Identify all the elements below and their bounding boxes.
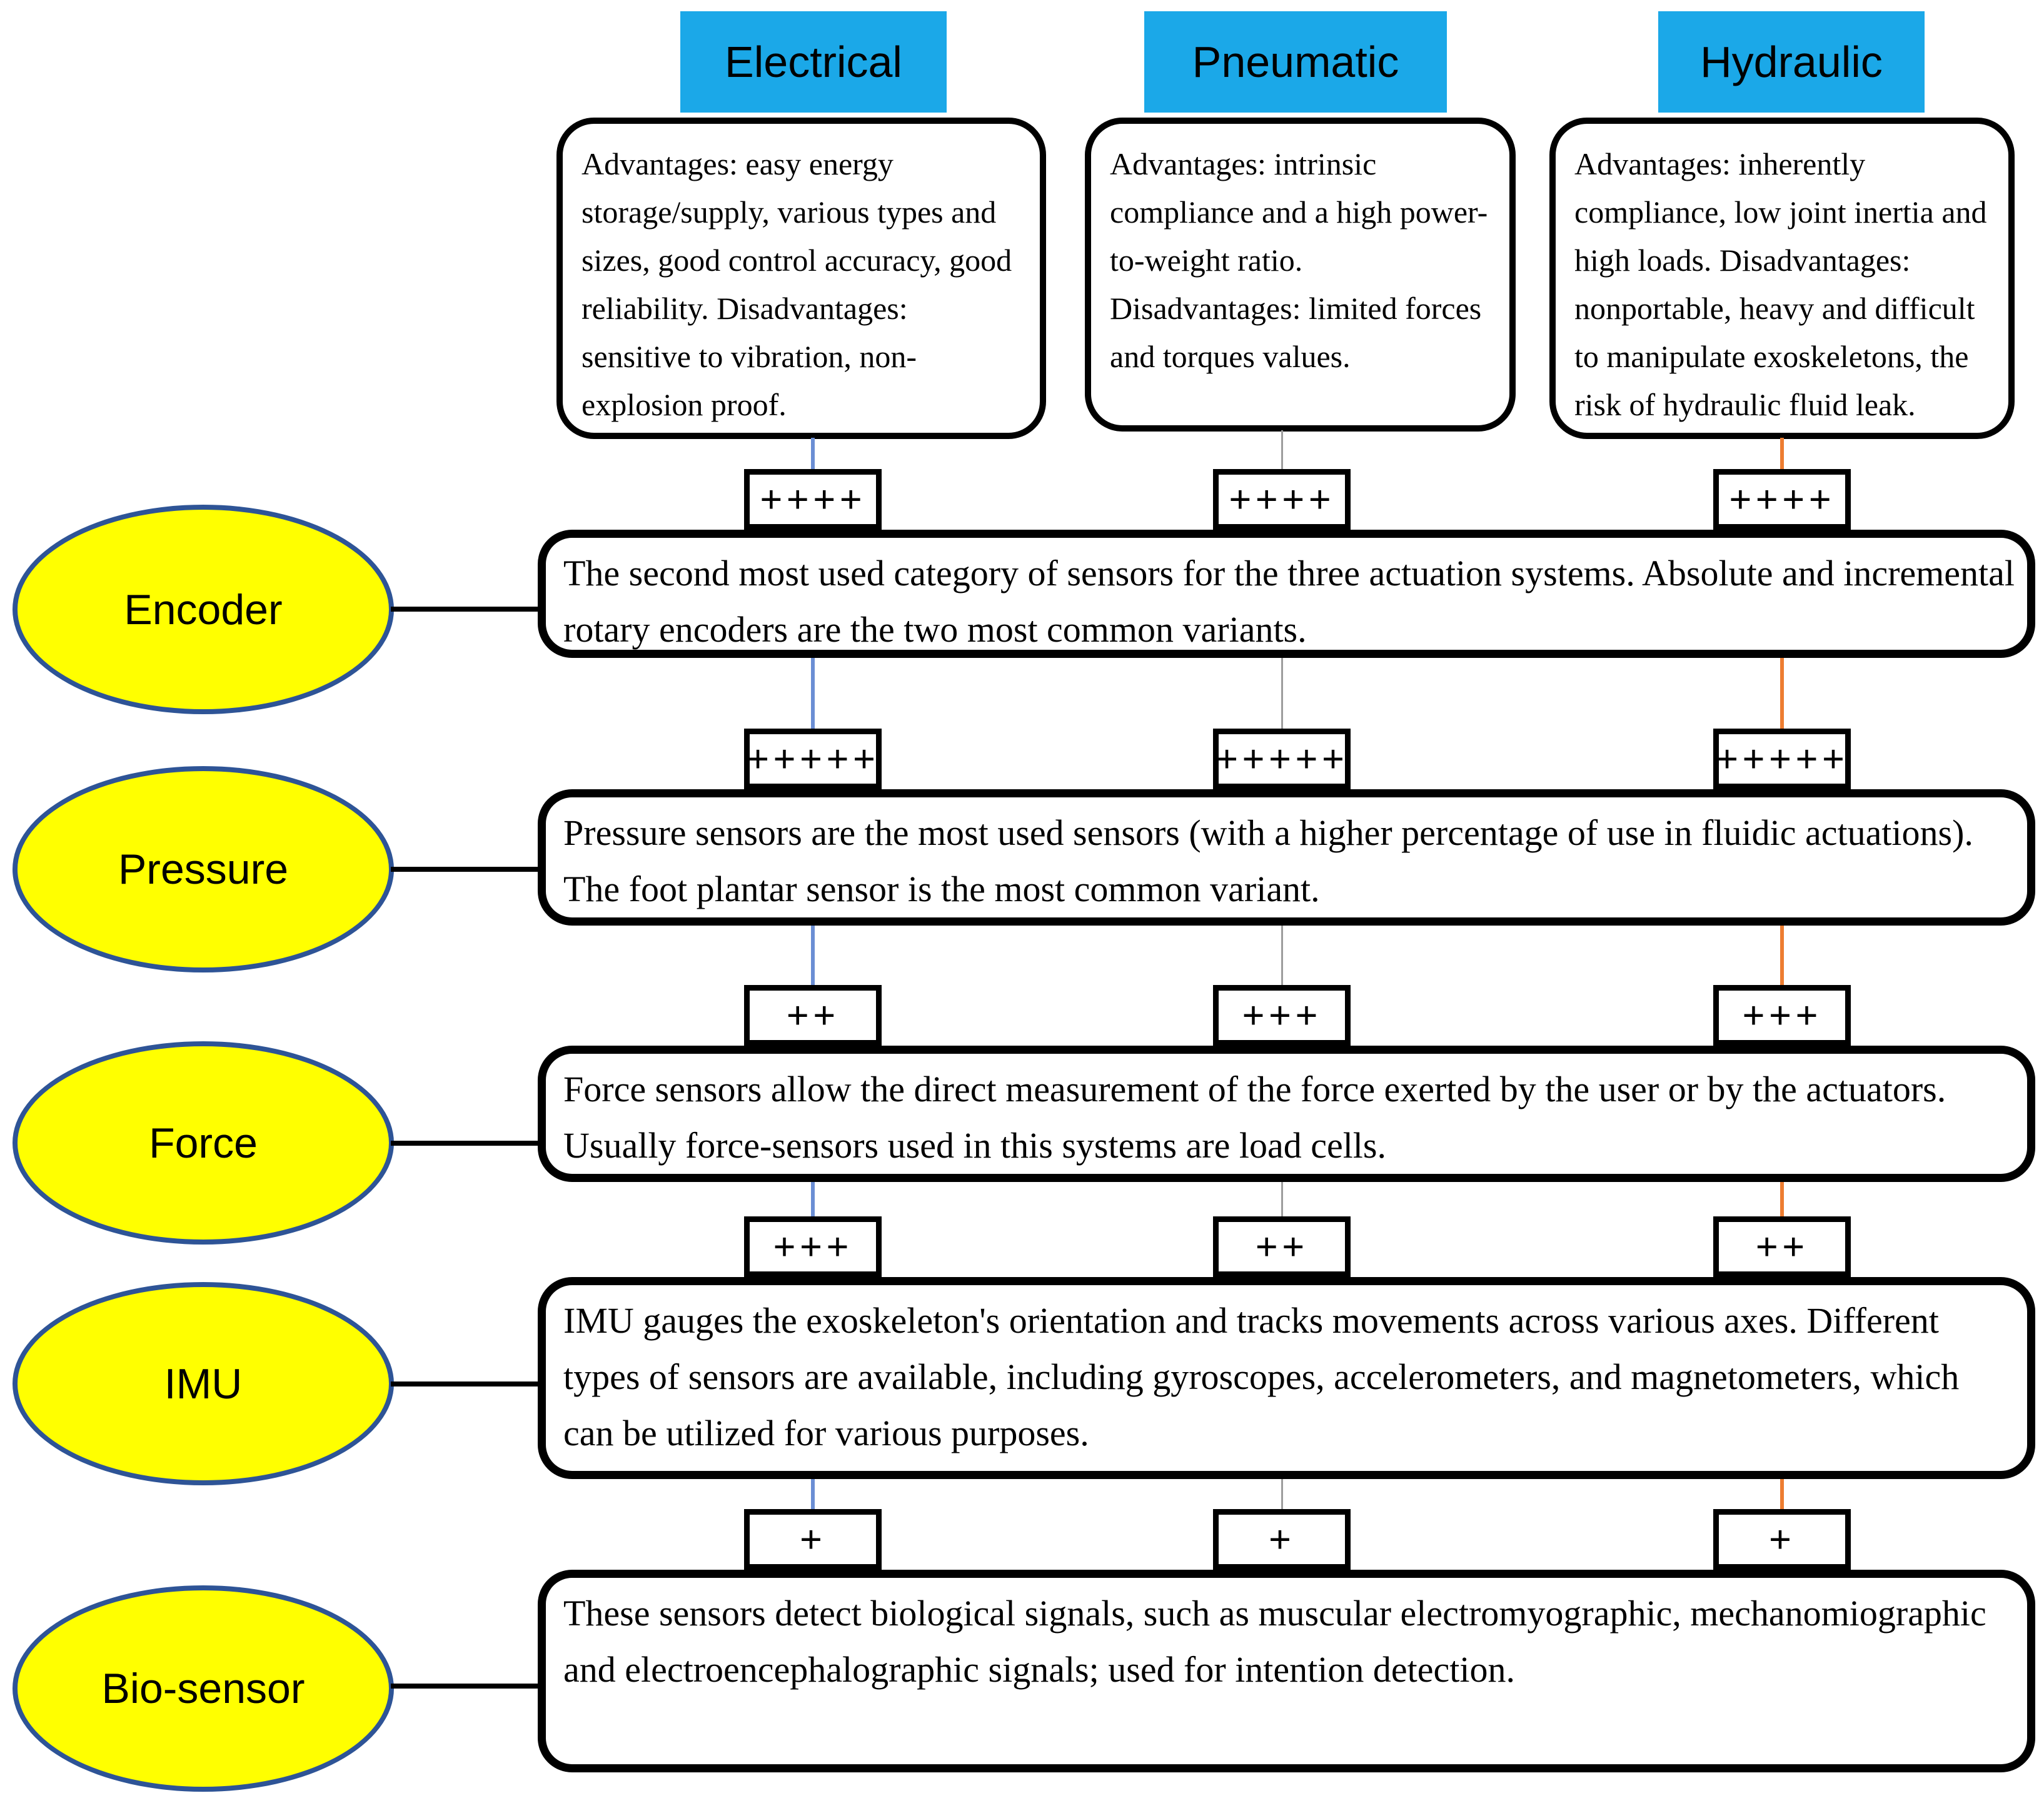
advantages-box-pneumatic: Advantages: intrinsic compliance and a high power-to-weight ratio. Disadvantages: limited forces and torques values. — [1085, 118, 1516, 432]
rating-encoder-electrical: ++++ — [744, 469, 882, 530]
header-hydraulic: Hydraulic — [1658, 11, 1925, 113]
connector-bio-sensor — [391, 1684, 541, 1689]
ellipse-imu: IMU — [13, 1282, 394, 1485]
electrical-line-seg4 — [811, 1181, 815, 1218]
connector-force — [391, 1141, 541, 1146]
description-force: Force sensors allow the direct measurement of the force exerted by the user or by the actuators. Usually force-sensors used in this systems are load cells. — [538, 1046, 2035, 1182]
advantages-box-hydraulic: Advantages: inherently compliance, low joint inertia and high loads. Disadvantages: nonportable, heavy and difficult to manipulate exoskeletons, the risk of hydraulic fluid leak. — [1549, 118, 2015, 439]
rating-pressure-pneumatic: +++++ — [1213, 729, 1351, 789]
description-encoder: The second most used category of sensors for the three actuation systems. Absolute and incremental rotary encoders are the two most common variants. — [538, 530, 2035, 658]
header-electrical: Electrical — [680, 11, 947, 113]
rating-force-hydraulic: +++ — [1713, 985, 1851, 1046]
hydraulic-line-seg3 — [1780, 924, 1784, 986]
rating-encoder-hydraulic: ++++ — [1713, 469, 1851, 530]
connector-pressure — [391, 867, 541, 872]
rating-imu-hydraulic: ++ — [1713, 1216, 1851, 1277]
description-pressure: Pressure sensors are the most used sensors (with a higher percentage of use in fluidic actuations). The foot plantar sensor is the most common variant. — [538, 789, 2035, 926]
description-bio-sensor: These sensors detect biological signals, such as muscular electromyographic, mechanomiographic and electroencephalographic signals; used for intention detection. — [538, 1570, 2035, 1772]
ellipse-bio-sensor: Bio-sensor — [13, 1585, 394, 1792]
rating-force-electrical: ++ — [744, 985, 882, 1046]
pneumatic-line-seg4 — [1281, 1181, 1283, 1218]
ellipse-encoder: Encoder — [13, 505, 394, 714]
electrical-line-seg1 — [811, 438, 815, 470]
pneumatic-line-seg3 — [1281, 924, 1283, 986]
hydraulic-line-seg4 — [1780, 1181, 1784, 1218]
ellipse-pressure: Pressure — [13, 766, 394, 972]
rating-bio-sensor-pneumatic: + — [1213, 1509, 1351, 1570]
rating-pressure-hydraulic: +++++ — [1713, 729, 1851, 789]
hydraulic-line-seg1 — [1780, 438, 1784, 470]
rating-pressure-electrical: +++++ — [744, 729, 882, 789]
pneumatic-line-seg1 — [1281, 430, 1283, 470]
description-imu: IMU gauges the exoskeleton's orientation and tracks movements across various axes. Different types of sensors are available, including gyroscopes, accelerometers, and magnetometers, which can be utilized for various purposes. — [538, 1277, 2035, 1479]
hydraulic-line-seg5 — [1780, 1478, 1784, 1510]
electrical-line-seg2 — [811, 657, 815, 730]
rating-force-pneumatic: +++ — [1213, 985, 1351, 1046]
header-pneumatic: Pneumatic — [1144, 11, 1447, 113]
electrical-line-seg5 — [811, 1478, 815, 1510]
pneumatic-line-seg2 — [1281, 657, 1283, 730]
advantages-box-electrical: Advantages: easy energy storage/supply, various types and sizes, good control accuracy, good reliability. Disadvantages: sensitive to vibration, non-explosion proof. — [556, 118, 1046, 439]
rating-imu-pneumatic: ++ — [1213, 1216, 1351, 1277]
electrical-line-seg3 — [811, 924, 815, 986]
rating-encoder-pneumatic: ++++ — [1213, 469, 1351, 530]
pneumatic-line-seg5 — [1281, 1478, 1283, 1510]
hydraulic-line-seg2 — [1780, 657, 1784, 730]
rating-imu-electrical: +++ — [744, 1216, 882, 1277]
rating-bio-sensor-electrical: + — [744, 1509, 882, 1570]
connector-imu — [391, 1381, 541, 1386]
connector-encoder — [391, 607, 541, 612]
rating-bio-sensor-hydraulic: + — [1713, 1509, 1851, 1570]
ellipse-force: Force — [13, 1041, 394, 1245]
